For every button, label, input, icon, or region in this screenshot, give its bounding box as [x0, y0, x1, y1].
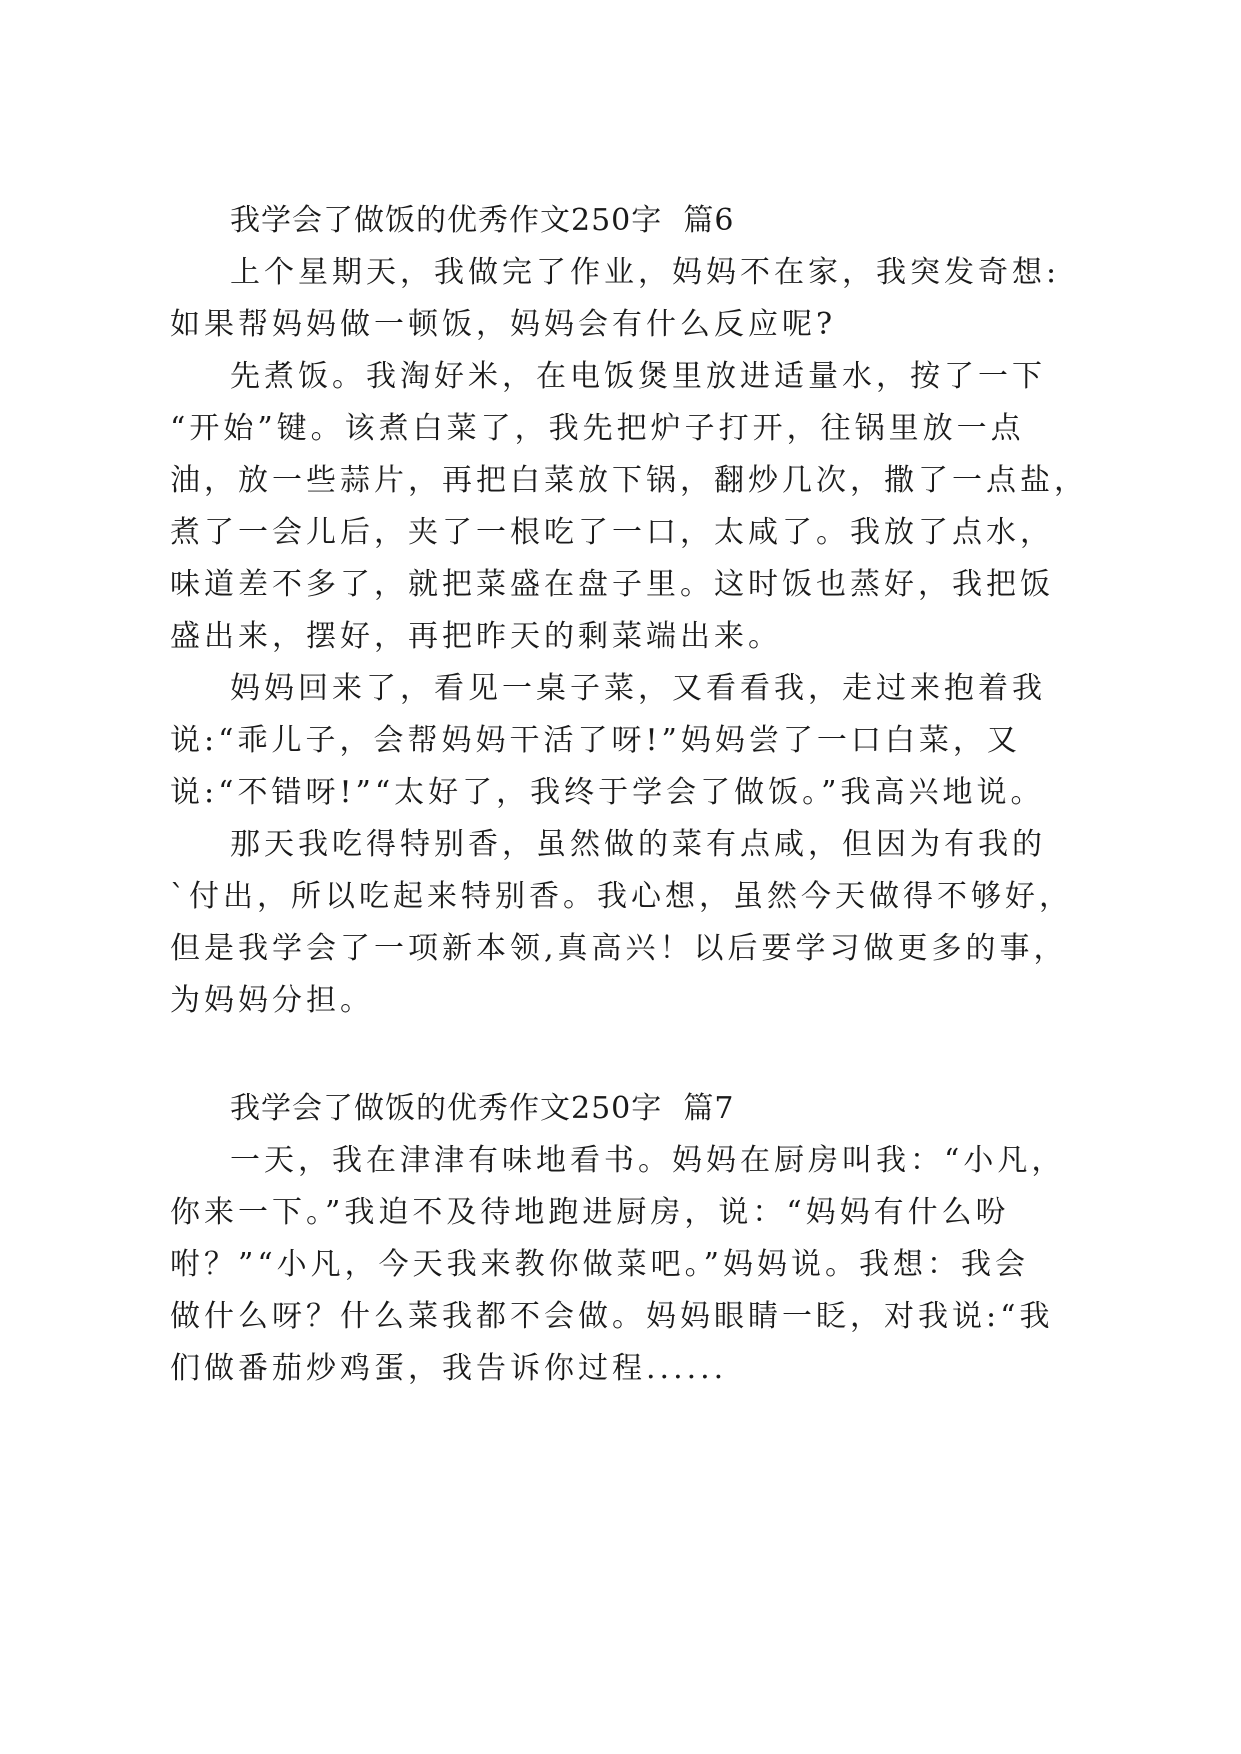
paragraph-line: 做什么呀？什么菜我都不会做。妈妈眼睛一眨，对我说:“我 — [170, 1299, 1054, 1334]
paragraph-line: `付出，所以吃起来特别香。我心想，虽然今天做得不够好， — [170, 879, 1073, 914]
paragraph-line: 说:“乖儿子，会帮妈妈干活了呀!”妈妈尝了一口白菜，又 — [170, 723, 1021, 758]
essay-title: 我学会了做饭的优秀作文250字 篇6 — [230, 203, 735, 238]
paragraph-line: 煮了一会儿后，夹了一根吃了一口，太咸了。我放了点水， — [170, 515, 1054, 550]
paragraph-line: 但是我学会了一项新本领,真高兴！以后要学习做更多的事， — [170, 931, 1068, 966]
paragraph-line: 妈妈回来了，看见一桌子菜，又看看我，走过来抱着我 — [230, 671, 1046, 706]
paragraph-line: 咐？”“小凡，今天我来教你做菜吧。”妈妈说。我想：我会 — [170, 1247, 1030, 1282]
paragraph-line: 如果帮妈妈做一顿饭，妈妈会有什么反应呢? — [170, 307, 837, 342]
paragraph-line: 盛出来，摆好，再把昨天的剩菜端出来。 — [170, 619, 782, 654]
essay-title: 我学会了做饭的优秀作文250字 篇7 — [230, 1091, 735, 1126]
paragraph-line: 先煮饭。我淘好米，在电饭煲里放进适量水，按了一下 — [230, 359, 1046, 394]
paragraph-line: 味道差不多了，就把菜盛在盘子里。这时饭也蒸好，我把饭 — [170, 567, 1054, 602]
paragraph-line: 油，放一些蒜片，再把白菜放下锅，翻炒几次，撒了一点盐， — [170, 463, 1088, 498]
paragraph-line: 说:“不错呀!”“太好了，我终于学会了做饭。”我高兴地说。 — [170, 775, 1045, 810]
paragraph-line: 们做番茄炒鸡蛋，我告诉你过程...... — [170, 1351, 728, 1386]
paragraph-line: 为妈妈分担。 — [170, 983, 374, 1018]
paragraph-line: “开始”键。该煮白菜了，我先把炉子打开，往锅里放一点 — [170, 411, 1025, 446]
paragraph-line: 你来一下。”我迫不及待地跑进厨房，说：“妈妈有什么吩 — [170, 1195, 1010, 1230]
paragraph-line: 那天我吃得特别香，虽然做的菜有点咸，但因为有我的 — [230, 827, 1046, 862]
paragraph-line: 一天，我在津津有味地看书。妈妈在厨房叫我：“小凡， — [230, 1143, 1066, 1178]
paragraph-line: 上个星期天，我做完了作业，妈妈不在家，我突发奇想: — [230, 255, 1061, 290]
